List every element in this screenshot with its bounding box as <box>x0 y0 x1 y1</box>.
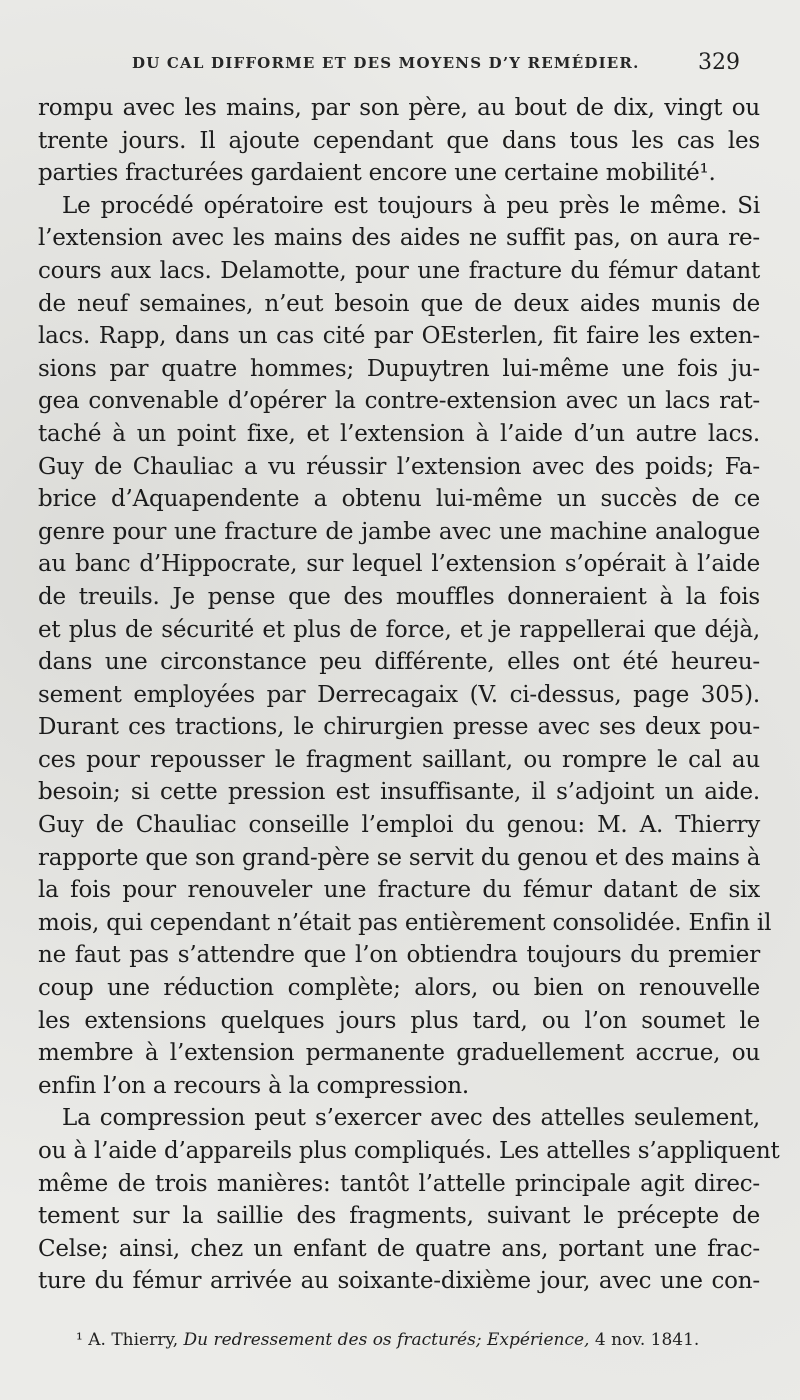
footnote <box>76 1330 766 1350</box>
text-line: de neuf semaines, n’eut besoin que de deux aides munis de <box>38 290 760 317</box>
text-line: parties fracturées gardaient encore une certaine mobilité¹. <box>38 160 716 187</box>
text-line: Guy de Chauliac conseille l’emploi du genou: M. A. Thierry <box>38 812 760 839</box>
text-line: taché à un point fixe, et l’extension à l’aide d’un autre lacs. <box>38 420 760 447</box>
text-line: ou à l’aide d’appareils plus compliqués. Les attelles s’appliquent <box>38 1138 780 1164</box>
text-line: ne faut pas s’attendre que l’on obtiendra toujours du premier <box>38 942 760 969</box>
text-line: l’extension avec les mains des aides ne suffit pas, on aura re- <box>38 225 760 252</box>
paragraph-start-line: La compression peut s’exercer avec des attelles seulement, <box>62 1105 760 1132</box>
text-line: Celse; ainsi, chez un enfant de quatre ans, portant une frac- <box>38 1235 760 1262</box>
text-line: ces pour repousser le fragment saillant, ou rompre le cal au <box>38 746 760 773</box>
text-line: cours aux lacs. Delamotte, pour une fracture du fémur datant <box>38 257 760 284</box>
body-text <box>38 92 780 1298</box>
footnote-title: Du redressement des os fracturés; Expérience, <box>183 1330 590 1350</box>
text-line: trente jours. Il ajoute cependant que dans tous les cas les <box>38 127 760 154</box>
text-line: au banc d’Hippocrate, sur lequel l’extension s’opérait à l’aide <box>38 551 760 578</box>
paragraph-start-line: Le procédé opératoire est toujours à peu près le même. Si <box>62 192 760 219</box>
text-line: Durant ces tractions, le chirurgien presse avec ses deux pou- <box>38 714 760 741</box>
text-line: rompu avec les mains, par son père, au bout de dix, vingt ou <box>38 95 760 121</box>
text-line: enfin l’on a recours à la compression. <box>38 1072 469 1099</box>
text-line: et plus de sécurité et plus de force, et je rappellerai que déjà, <box>38 616 760 643</box>
text-line: sions par quatre hommes; Dupuytren lui-même une fois ju- <box>38 355 760 382</box>
footnote-date: 4 nov. 1841. <box>594 1330 700 1350</box>
running-head <box>40 50 740 80</box>
text-line: rapporte que son grand-père se servit du genou et des mains à <box>38 844 761 871</box>
running-title: DU CAL DIFFORME ET DES MOYENS D’Y REMÉDIER. <box>132 54 640 72</box>
text-line: brice d’Aquapendente a obtenu lui-même un succès de ce <box>38 486 760 513</box>
footnote-marker: ¹ <box>76 1330 83 1350</box>
text-line: dans une circonstance peu différente, elles ont été heureu- <box>38 649 760 676</box>
text-line: lacs. Rapp, dans un cas cité par OEsterlen, fit faire les exten- <box>38 323 760 350</box>
text-line: Guy de Chauliac a vu réussir l’extension avec des poids; Fa- <box>38 453 760 480</box>
text-line: besoin; si cette pression est insuffisante, il s’adjoint un aide. <box>38 779 760 806</box>
text-line: coup une réduction complète; alors, ou bien on renouvelle <box>38 975 760 1002</box>
text-line: de treuils. Je pense que des mouffles donneraient à la fois <box>38 583 760 610</box>
text-line: mois, qui cependant n’était pas entièrement consolidée. Enfin il <box>38 909 772 936</box>
text-line: les extensions quelques jours plus tard, ou l’on soumet le <box>38 1007 760 1034</box>
text-line: tement sur la saillie des fragments, suivant le précepte de <box>38 1203 760 1230</box>
text-line: la fois pour renouveler une fracture du fémur datant de six <box>38 877 760 904</box>
text-line: membre à l’extension permanente graduellement accrue, ou <box>38 1040 760 1067</box>
text-line: genre pour une fracture de jambe avec une machine analogue <box>38 518 760 545</box>
text-line: même de trois manières: tantôt l’attelle principale agit direc- <box>38 1170 760 1197</box>
text-line: sement employées par Derrecagaix (V. ci-dessus, page 305). <box>38 681 760 708</box>
page-number: 329 <box>698 50 740 75</box>
text-line: ture du fémur arrivée au soixante-dixième jour, avec une con- <box>38 1268 760 1295</box>
text-line: gea convenable d’opérer la contre-extension avec un lacs rat- <box>38 388 760 415</box>
footnote-author: A. Thierry, <box>88 1330 179 1350</box>
